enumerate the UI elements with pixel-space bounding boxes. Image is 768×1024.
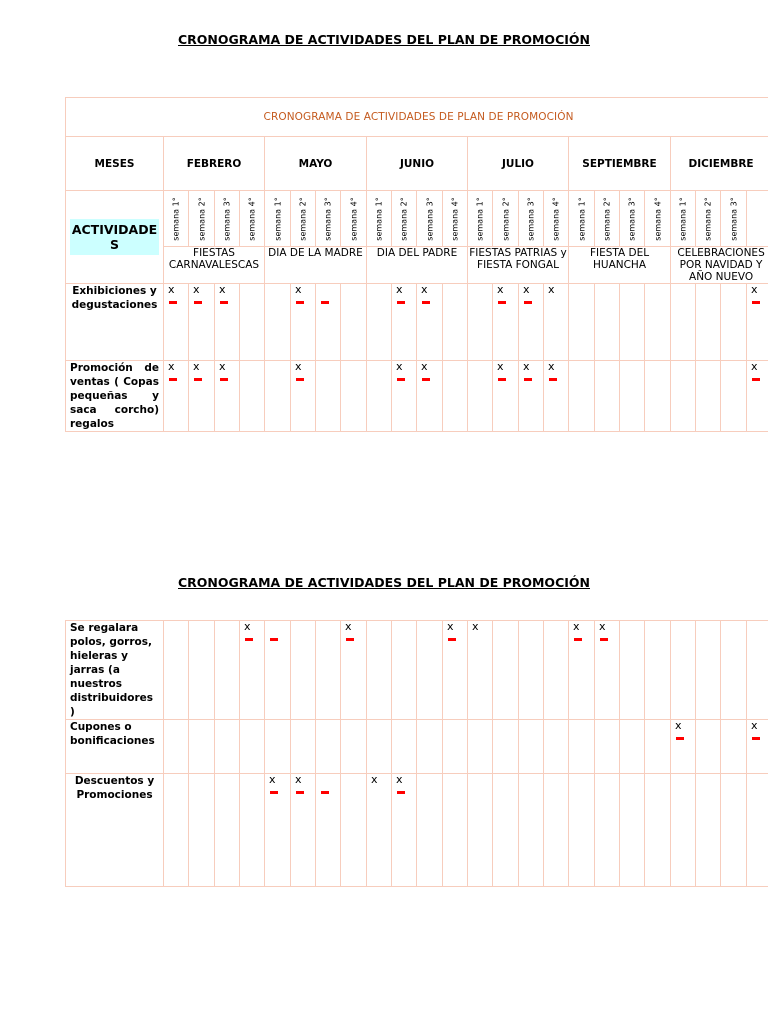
event-label: FIESTA DEL HUANCHA xyxy=(569,247,671,284)
week-header xyxy=(569,191,595,247)
week-header xyxy=(493,191,519,247)
schedule-cell xyxy=(493,774,519,887)
schedule-cell xyxy=(443,621,468,720)
event-label: DIA DE LA MADRE xyxy=(265,247,367,284)
red-dash-mark xyxy=(296,301,304,304)
schedule-cell xyxy=(189,361,215,432)
page-subtitle: CRONOGRAMA DE ACTIVIDADES DEL PLAN DE PROMOCIÓN xyxy=(178,575,590,590)
week-label: semana 1° xyxy=(273,196,282,241)
schedule-cell xyxy=(291,774,316,887)
red-dash-mark xyxy=(422,378,430,381)
schedule-cell xyxy=(671,621,696,720)
scheduled-mark: x xyxy=(497,283,504,296)
schedule-cell xyxy=(747,621,768,720)
week-header xyxy=(417,191,443,247)
schedule-cell xyxy=(620,284,645,361)
schedule-cell xyxy=(316,361,341,432)
scheduled-mark: x xyxy=(371,773,378,786)
scheduled-mark: x xyxy=(193,360,200,373)
schedule-cell xyxy=(443,284,468,361)
schedule-cell xyxy=(468,621,493,720)
week-header xyxy=(316,191,341,247)
red-dash-mark xyxy=(270,638,278,641)
week-label: semana 2° xyxy=(501,196,510,241)
scheduled-mark: x xyxy=(295,773,302,786)
scheduled-mark: x xyxy=(193,283,200,296)
red-dash-mark xyxy=(752,737,760,740)
activity-label: Exhibiciones y degustaciones xyxy=(66,284,164,361)
week-header xyxy=(392,191,417,247)
week-label: semana 4° xyxy=(653,196,662,241)
week-header xyxy=(291,191,316,247)
schedule-cell xyxy=(747,284,768,361)
schedule-cell xyxy=(569,284,595,361)
red-dash-mark xyxy=(448,638,456,641)
scheduled-mark: x xyxy=(447,620,454,633)
schedule-cell xyxy=(696,361,721,432)
scheduled-mark: x xyxy=(295,283,302,296)
scheduled-mark: x xyxy=(219,283,226,296)
schedule-cell xyxy=(620,774,645,887)
scheduled-mark: x xyxy=(219,360,226,373)
schedule-cell xyxy=(645,361,671,432)
schedule-cell xyxy=(620,361,645,432)
schedule-cell xyxy=(265,774,291,887)
scheduled-mark: x xyxy=(269,773,276,786)
scheduled-mark: x xyxy=(548,283,555,296)
schedule-cell xyxy=(341,621,367,720)
week-header xyxy=(164,191,189,247)
month-header: SEPTIEMBRE xyxy=(569,137,671,191)
red-dash-mark xyxy=(296,378,304,381)
schedule-cell xyxy=(392,720,417,774)
schedule-cell xyxy=(468,720,493,774)
red-dash-mark xyxy=(574,638,582,641)
week-label: semana 1° xyxy=(475,196,485,241)
scheduled-mark: x xyxy=(472,620,479,633)
month-header: DICIEMBRE xyxy=(671,137,768,191)
week-header xyxy=(519,191,544,247)
week-label: semana 3° xyxy=(627,196,637,241)
schedule-cell xyxy=(645,720,671,774)
schedule-cell xyxy=(240,774,265,887)
schedule-cell xyxy=(544,774,569,887)
actividades-header xyxy=(66,191,164,284)
schedule-cell xyxy=(443,774,468,887)
schedule-cell xyxy=(671,284,696,361)
schedule-cell xyxy=(544,720,569,774)
schedule-cell xyxy=(291,361,316,432)
schedule-cell xyxy=(721,621,747,720)
week-header xyxy=(468,191,493,247)
red-dash-mark xyxy=(296,791,304,794)
week-header xyxy=(240,191,265,247)
schedule-cell xyxy=(519,284,544,361)
red-dash-mark xyxy=(220,301,228,304)
week-header xyxy=(544,191,569,247)
week-header xyxy=(215,191,240,247)
week-header xyxy=(620,191,645,247)
schedule-cell xyxy=(671,720,696,774)
schedule-cell xyxy=(468,774,493,887)
month-header: JUNIO xyxy=(367,137,468,191)
week-label: semana 1° xyxy=(171,196,181,241)
red-dash-mark xyxy=(321,791,329,794)
schedule-cell xyxy=(189,284,215,361)
red-dash-mark xyxy=(549,378,557,381)
week-label: semana 2° xyxy=(197,196,206,241)
scheduled-mark: x xyxy=(421,283,428,296)
schedule-cell xyxy=(696,774,721,887)
schedule-cell xyxy=(747,774,768,887)
schedule-cell xyxy=(721,284,747,361)
red-dash-mark xyxy=(169,301,177,304)
red-dash-mark xyxy=(397,301,405,304)
schedule-cell xyxy=(367,284,392,361)
week-header xyxy=(696,191,721,247)
red-dash-mark xyxy=(397,791,405,794)
week-label: semana 3° xyxy=(425,196,434,241)
schedule-cell xyxy=(164,720,189,774)
week-label: semana 3° xyxy=(729,196,738,241)
scheduled-mark: x xyxy=(396,360,403,373)
schedule-cell xyxy=(519,361,544,432)
schedule-cell xyxy=(645,774,671,887)
week-header xyxy=(747,191,768,247)
schedule-cell xyxy=(569,621,595,720)
schedule-cell xyxy=(721,774,747,887)
schedule-cell xyxy=(721,720,747,774)
schedule-cell xyxy=(493,284,519,361)
red-dash-mark xyxy=(194,301,202,304)
actividades-label: ACTIVIDADE S xyxy=(70,219,159,255)
red-dash-mark xyxy=(321,301,329,304)
schedule-cell xyxy=(265,361,291,432)
week-label: semana 2° xyxy=(399,196,409,241)
red-dash-mark xyxy=(676,737,684,740)
week-label: semana 1° xyxy=(374,196,384,241)
schedule-cell xyxy=(595,774,620,887)
schedule-cell xyxy=(671,361,696,432)
schedule-cell xyxy=(493,361,519,432)
scheduled-mark: x xyxy=(244,620,251,633)
schedule-cell xyxy=(316,720,341,774)
week-header xyxy=(645,191,671,247)
week-header xyxy=(341,191,367,247)
schedule-cell xyxy=(392,774,417,887)
week-label: semana 1° xyxy=(577,196,586,241)
schedule-cell xyxy=(696,720,721,774)
schedule-cell xyxy=(569,361,595,432)
schedule-cell xyxy=(265,284,291,361)
schedule-cell xyxy=(189,621,215,720)
schedule-cell xyxy=(392,284,417,361)
schedule-cell xyxy=(544,284,569,361)
schedule-cell xyxy=(316,284,341,361)
schedule-cell xyxy=(316,621,341,720)
week-label: semana 4° xyxy=(551,196,561,241)
red-dash-mark xyxy=(498,378,506,381)
week-label: semana 1° xyxy=(678,196,688,241)
schedule-table-2 xyxy=(65,620,768,887)
schedule-cell xyxy=(341,774,367,887)
schedule-cell xyxy=(240,284,265,361)
scheduled-mark: x xyxy=(396,283,403,296)
schedule-cell xyxy=(392,361,417,432)
meses-header: MESES xyxy=(66,137,164,191)
schedule-cell xyxy=(544,621,569,720)
event-label: FIESTAS CARNAVALESCAS xyxy=(164,247,265,284)
red-dash-mark xyxy=(752,378,760,381)
schedule-cell xyxy=(240,361,265,432)
schedule-cell xyxy=(215,621,240,720)
schedule-cell xyxy=(595,720,620,774)
schedule-cell xyxy=(595,284,620,361)
schedule-cell xyxy=(291,621,316,720)
week-header xyxy=(671,191,696,247)
schedule-cell xyxy=(215,361,240,432)
scheduled-mark: x xyxy=(751,283,758,296)
schedule-cell xyxy=(620,720,645,774)
scheduled-mark: x xyxy=(523,360,530,373)
activity-label: Cupones o bonificaciones xyxy=(66,720,164,774)
red-dash-mark xyxy=(600,638,608,641)
week-label: semana 3° xyxy=(222,196,232,241)
week-header xyxy=(443,191,468,247)
scheduled-mark: x xyxy=(751,360,758,373)
schedule-cell xyxy=(519,774,544,887)
schedule-cell xyxy=(468,284,493,361)
schedule-cell xyxy=(240,621,265,720)
red-dash-mark xyxy=(346,638,354,641)
scheduled-mark: x xyxy=(599,620,606,633)
event-label: DIA DEL PADRE xyxy=(367,247,468,284)
schedule-cell xyxy=(696,621,721,720)
event-label: CELEBRACIONES POR NAVIDAD Y AÑO NUEVO xyxy=(671,247,768,284)
activity-label: Promoción de ventas ( Copas pequeñas y saca corcho) regalos xyxy=(66,361,164,432)
week-header xyxy=(265,191,291,247)
schedule-cell xyxy=(417,720,443,774)
schedule-cell xyxy=(595,621,620,720)
red-dash-mark xyxy=(245,638,253,641)
event-label: FIESTAS PATRIAS y FIESTA FONGAL xyxy=(468,247,569,284)
activity-label: Descuentos y Promociones xyxy=(66,774,164,887)
schedule-cell xyxy=(367,621,392,720)
schedule-cell xyxy=(595,361,620,432)
week-label: semana 4° xyxy=(247,196,257,241)
schedule-cell xyxy=(164,284,189,361)
scheduled-mark: x xyxy=(396,773,403,786)
schedule-cell xyxy=(645,621,671,720)
schedule-cell xyxy=(417,621,443,720)
schedule-cell xyxy=(367,774,392,887)
schedule-cell xyxy=(519,621,544,720)
schedule-cell xyxy=(341,284,367,361)
schedule-cell xyxy=(519,720,544,774)
table-title: CRONOGRAMA DE ACTIVIDADES DE PLAN DE PROMOCIÓN xyxy=(66,98,768,137)
schedule-cell xyxy=(696,284,721,361)
schedule-cell xyxy=(417,284,443,361)
red-dash-mark xyxy=(169,378,177,381)
schedule-cell xyxy=(493,720,519,774)
scheduled-mark: x xyxy=(548,360,555,373)
week-label: semana 3° xyxy=(323,196,333,241)
week-header xyxy=(189,191,215,247)
schedule-cell xyxy=(645,284,671,361)
schedule-cell xyxy=(493,621,519,720)
red-dash-mark xyxy=(752,301,760,304)
schedule-cell xyxy=(341,720,367,774)
scheduled-mark: x xyxy=(345,620,352,633)
schedule-table-1 xyxy=(65,97,768,432)
red-dash-mark xyxy=(524,378,532,381)
schedule-cell xyxy=(164,774,189,887)
red-dash-mark xyxy=(220,378,228,381)
schedule-cell xyxy=(215,774,240,887)
schedule-cell xyxy=(620,621,645,720)
schedule-cell xyxy=(443,361,468,432)
schedule-cell xyxy=(721,361,747,432)
schedule-cell xyxy=(240,720,265,774)
week-label: semana 4° xyxy=(450,196,460,241)
week-header xyxy=(721,191,747,247)
scheduled-mark: x xyxy=(421,360,428,373)
red-dash-mark xyxy=(422,301,430,304)
schedule-cell xyxy=(569,774,595,887)
schedule-cell xyxy=(747,361,768,432)
scheduled-mark: x xyxy=(168,283,175,296)
scheduled-mark: x xyxy=(295,360,302,373)
red-dash-mark xyxy=(524,301,532,304)
scheduled-mark: x xyxy=(573,620,580,633)
schedule-cell xyxy=(189,720,215,774)
scheduled-mark: x xyxy=(675,719,682,732)
schedule-cell xyxy=(215,284,240,361)
schedule-cell xyxy=(341,361,367,432)
schedule-cell xyxy=(189,774,215,887)
schedule-cell xyxy=(316,774,341,887)
week-label: semana 3° xyxy=(526,196,536,241)
schedule-cell xyxy=(367,361,392,432)
red-dash-mark xyxy=(194,378,202,381)
schedule-cell xyxy=(265,621,291,720)
week-label: semana 2° xyxy=(703,196,713,241)
red-dash-mark xyxy=(270,791,278,794)
schedule-cell xyxy=(164,621,189,720)
red-dash-mark xyxy=(397,378,405,381)
page-title: CRONOGRAMA DE ACTIVIDADES DEL PLAN DE PROMOCIÓN xyxy=(178,32,590,47)
schedule-cell xyxy=(747,720,768,774)
schedule-cell xyxy=(671,774,696,887)
week-header xyxy=(595,191,620,247)
activity-label: Se regalara polos, gorros, hieleras y jarras (a nuestros distribuidores ) xyxy=(66,621,164,720)
week-label: semana 4° xyxy=(349,196,358,241)
schedule-cell xyxy=(291,284,316,361)
schedule-cell xyxy=(417,774,443,887)
scheduled-mark: x xyxy=(168,360,175,373)
red-dash-mark xyxy=(498,301,506,304)
schedule-cell xyxy=(215,720,240,774)
month-header: JULIO xyxy=(468,137,569,191)
week-header xyxy=(367,191,392,247)
scheduled-mark: x xyxy=(497,360,504,373)
month-header: FEBRERO xyxy=(164,137,265,191)
schedule-cell xyxy=(291,720,316,774)
schedule-cell xyxy=(544,361,569,432)
week-label: semana 2° xyxy=(602,196,612,241)
month-header: MAYO xyxy=(265,137,367,191)
schedule-cell xyxy=(443,720,468,774)
schedule-cell xyxy=(164,361,189,432)
schedule-cell xyxy=(392,621,417,720)
schedule-cell xyxy=(265,720,291,774)
week-label: semana 2° xyxy=(298,196,308,241)
schedule-cell xyxy=(417,361,443,432)
scheduled-mark: x xyxy=(751,719,758,732)
scheduled-mark: x xyxy=(523,283,530,296)
schedule-cell xyxy=(367,720,392,774)
schedule-cell xyxy=(569,720,595,774)
schedule-cell xyxy=(468,361,493,432)
